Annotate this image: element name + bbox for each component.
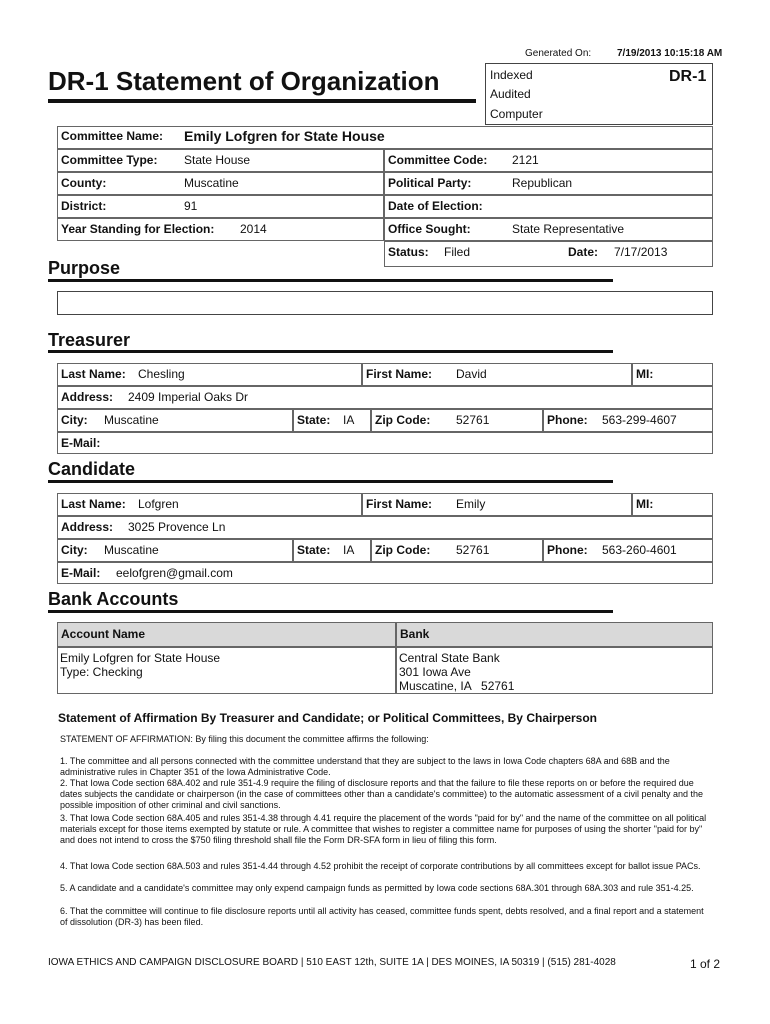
committee-name: Emily Lofgren for State House	[184, 128, 385, 144]
badge-indexed: Indexed	[490, 68, 533, 82]
treasurer-city: Muscatine	[104, 413, 159, 427]
treasurer-mi-label: MI:	[636, 367, 654, 381]
title-rule	[48, 99, 476, 103]
badge-computer: Computer	[490, 107, 543, 121]
treasurer-phone-label: Phone:	[547, 413, 588, 427]
party-label: Political Party:	[388, 176, 472, 190]
bank-account-type: Type: Checking	[60, 665, 143, 679]
candidate-heading: Candidate	[48, 459, 136, 479]
bank-street: 301 Iowa Ave	[399, 665, 471, 679]
office-label: Office Sought:	[388, 222, 471, 236]
affirmation-item-6: 6. That the committee will continue to file disclosure reports until all activity has ceased, committee funds spent, debts resolved, and a final report and a statement of dissolution (DR-3) has been filed.	[60, 906, 704, 927]
treasurer-heading: Treasurer	[48, 330, 131, 350]
page-number: 1 of 2	[690, 957, 721, 971]
purpose-rule	[48, 279, 613, 282]
treasurer-zip-label: Zip Code:	[375, 413, 431, 427]
affirmation-item-4: 4. That Iowa Code section 68A.503 and rules 351-4.44 through 4.52 prohibit the receipt of corporate contributions by all committees except for ballot issue PACs.	[60, 861, 701, 871]
treasurer-rule	[48, 350, 613, 353]
year-label: Year Standing for Election:	[61, 222, 215, 236]
treasurer-first-label: First Name:	[366, 367, 433, 381]
treasurer-last: Chesling	[138, 367, 185, 381]
candidate-last: Lofgren	[138, 497, 179, 511]
bank-rule	[48, 610, 613, 613]
generated-value: 7/19/2013 10:15:18 AM	[617, 48, 723, 59]
treasurer-city-label: City:	[61, 413, 88, 427]
candidate-rule	[48, 480, 613, 483]
affirmation-item-2: 2. That Iowa Code section 68A.402 and rule 351-4.9 require the filing of disclosure reports and that the failure to file these reports on or before the required due dates subjects the candidate or chairperson (in the case of committees other than a candidate's committee) to the automatic assessment of a civil penalty and the possible imposition of other criminal and civil sanctions.	[60, 778, 704, 810]
committee-code-label: Committee Code:	[388, 153, 488, 167]
district-label: District:	[61, 199, 107, 213]
page-title: DR-1 Statement of Organization	[48, 66, 440, 96]
affirmation-item-1: 1. The committee and all persons connected with the committee understand that they are subject to the laws in Iowa Code chapters 68A and 68B and the administrative rules in Chapter 351 of the Iowa Administrative Code.	[60, 756, 670, 777]
candidate-zip-label: Zip Code:	[375, 543, 431, 557]
candidate-phone: 563-260-4601	[602, 543, 677, 557]
treasurer-last-label: Last Name:	[61, 367, 126, 381]
election-date-label: Date of Election:	[388, 199, 483, 213]
bank-col-bank: Bank	[400, 627, 430, 641]
affirmation-item-3: 3. That Iowa Code section 68A.405 and rules 351-4.38 through 4.41 require the placement of the words "paid for by" and the name of the committee on all political materials except for those items exempted by statute or rule. A committee that wishes to register a committee name for purposes of using the shorter "paid for by" and does not intend to cross the $750 filing threshold shall file the Form DR-SFA form in lieu of filing this form.	[60, 813, 707, 845]
treasurer-email-cell	[57, 432, 713, 454]
committee-name-label: Committee Name:	[61, 129, 164, 143]
badge-audited: Audited	[490, 87, 531, 101]
bank-account-name: Emily Lofgren for State House	[60, 651, 221, 665]
candidate-city-label: City:	[61, 543, 88, 557]
bank-heading: Bank Accounts	[48, 589, 179, 609]
date-label: Date:	[568, 245, 599, 259]
candidate-address-label: Address:	[61, 520, 114, 534]
bank-col-bank-cell	[396, 622, 713, 647]
committee-type-label: Committee Type:	[61, 153, 158, 167]
candidate-email-label: E-Mail:	[61, 566, 101, 580]
candidate-state-label: State:	[297, 543, 331, 557]
candidate-address: 3025 Provence Ln	[128, 520, 226, 534]
date: 7/17/2013	[614, 245, 668, 259]
affirmation-heading: Statement of Affirmation By Treasurer and Candidate; or Political Committees, By Chairperson	[58, 711, 597, 725]
county-label: County:	[61, 176, 107, 190]
county: Muscatine	[184, 176, 239, 190]
party: Republican	[512, 176, 573, 190]
purpose-heading: Purpose	[48, 258, 121, 278]
candidate-last-label: Last Name:	[61, 497, 126, 511]
treasurer-zip: 52761	[456, 413, 490, 427]
treasurer-state-label: State:	[297, 413, 331, 427]
generated-label: Generated On:	[525, 48, 592, 59]
affirmation-item-5: 5. A candidate and a candidate's committee may only expend campaign funds as permitted by Iowa code sections 68A.301 through 68A.303 and rule 351-4.25.	[60, 883, 694, 893]
treasurer-address: 2409 Imperial Oaks Dr	[128, 390, 249, 404]
treasurer-first: David	[456, 367, 487, 381]
treasurer-address-label: Address:	[61, 390, 114, 404]
bank-col-account: Account Name	[61, 627, 146, 641]
candidate-zip: 52761	[456, 543, 490, 557]
status-label: Status:	[388, 245, 429, 259]
committee-code: 2121	[512, 153, 539, 167]
candidate-first: Emily	[456, 497, 486, 511]
candidate-first-label: First Name:	[366, 497, 433, 511]
year: 2014	[240, 222, 267, 236]
bank-city: Muscatine, IA 52761	[399, 679, 515, 693]
status: Filed	[444, 245, 471, 259]
candidate-state: IA	[343, 543, 355, 557]
treasurer-email-label: E-Mail:	[61, 436, 101, 450]
candidate-email: eelofgren@gmail.com	[116, 566, 233, 580]
candidate-mi-label: MI:	[636, 497, 654, 511]
treasurer-phone: 563-299-4607	[602, 413, 677, 427]
candidate-phone-label: Phone:	[547, 543, 588, 557]
office: State Representative	[512, 222, 625, 236]
affirmation-intro: STATEMENT OF AFFIRMATION: By filing this document the committee affirms the following:	[60, 734, 429, 744]
bank-name: Central State Bank	[399, 651, 500, 665]
district: 91	[184, 199, 198, 213]
treasurer-state: IA	[343, 413, 355, 427]
candidate-city: Muscatine	[104, 543, 159, 557]
candidate-city-cell	[57, 539, 293, 562]
footer-text: IOWA ETHICS AND CAMPAIGN DISCLOSURE BOARD | 510 EAST 12th, SUITE 1A | DES MOINES, IA 50319 | (515) 281-4028	[48, 957, 616, 968]
purpose-field[interactable]	[57, 291, 713, 315]
treasurer-city-cell	[57, 409, 293, 432]
committee-type: State House	[184, 153, 251, 167]
form-code: DR-1	[669, 68, 707, 85]
